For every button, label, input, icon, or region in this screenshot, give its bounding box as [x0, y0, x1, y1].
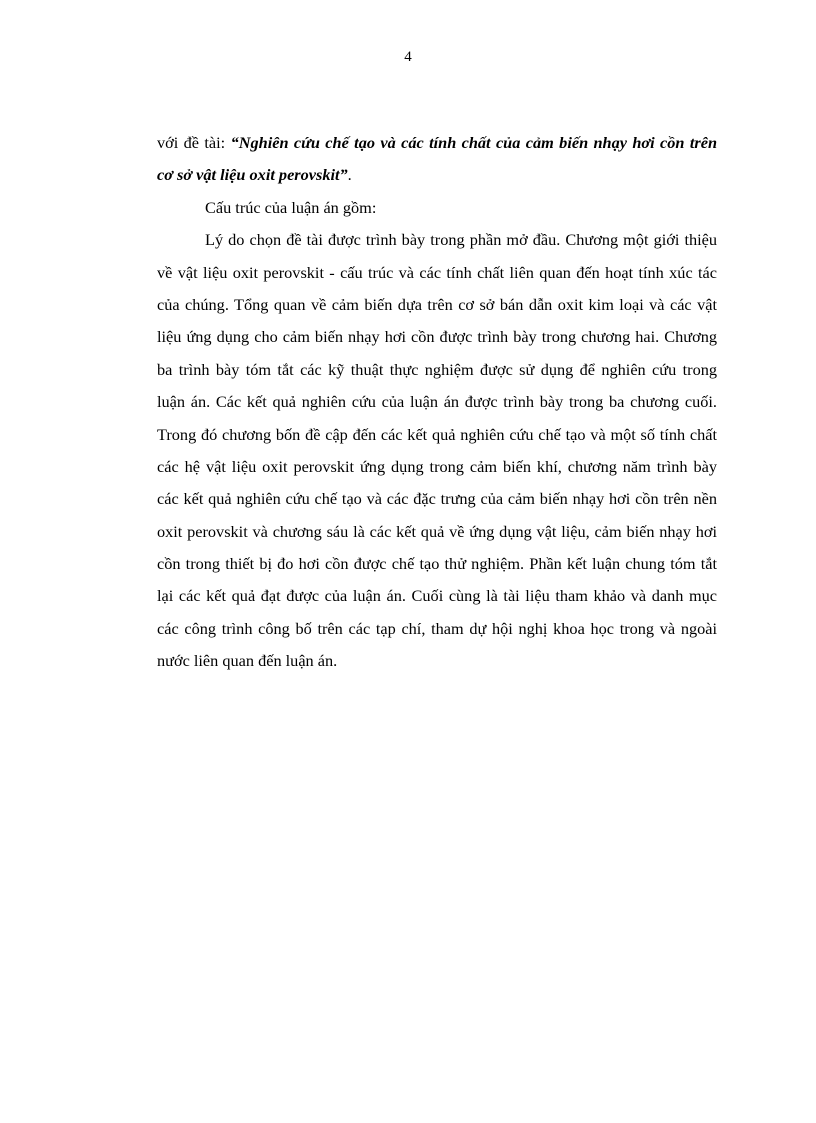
paragraph-line: nước liên quan đến luận án.	[157, 651, 338, 671]
intro-line-1	[157, 127, 717, 159]
intro-prefix: với đề tài:	[157, 133, 231, 152]
paragraph-line: các hệ vật liệu oxit perovskit ứng dụng trong cảm biến khí, chương năm trình bày	[157, 456, 717, 476]
paragraph-line: oxit perovskit và chương sáu là các kết quả về ứng dụng vật liệu, cảm biến nhạy hơi	[157, 521, 717, 541]
paragraph-line: lại các kết quả đạt được của luận án. Cuối cùng là tài liệu tham khảo và danh mục	[157, 586, 717, 606]
paragraph-line: về vật liệu oxit perovskit - cấu trúc và các tính chất liên quan đến hoạt tính xúc tác	[157, 262, 717, 282]
paragraph-line: các công trình công bố trên các tạp chí, tham dự hội nghị khoa học trong và ngoài	[157, 618, 717, 638]
page-number: 4	[404, 49, 412, 65]
paragraph-line: liệu ứng dụng cho cảm biến nhạy hơi cồn được trình bày trong chương hai. Chương	[157, 327, 717, 347]
paragraph-line: cồn trong thiết bị đo hơi cồn được chế tạo thử nghiệm. Phần kết luận chung tóm tắt	[157, 554, 717, 574]
document-body	[157, 127, 717, 678]
paragraph-line: Trong đó chương bốn đề cập đến các kết quả nghiên cứu chế tạo và một số tính chất	[157, 424, 717, 444]
intro-suffix: .	[347, 165, 352, 185]
intro-line-2	[157, 159, 717, 191]
paragraph-line: của chúng. Tổng quan về cảm biến dựa trên cơ sở bán dẫn oxit kim loại và các vật	[157, 294, 717, 314]
thesis-title-part-1: “Nghiên cứu chế tạo và các tính chất của cảm biến nhạy hơi cồn trên	[230, 133, 718, 152]
paragraph-line: luận án. Các kết quả nghiên cứu của luận án được trình bày trong ba chương cuối.	[157, 392, 717, 412]
paragraph-line: ba trình bày tóm tắt các kỹ thuật thực nghiệm được sử dụng để nghiên cứu trong	[157, 359, 717, 379]
thesis-title-part-2: cơ sở vật liệu oxit perovskit”	[157, 165, 348, 185]
paragraph-line: Lý do chọn đề tài được trình bày trong phần mở đầu. Chương một giới thiệu	[205, 230, 717, 250]
structure-heading: Cấu trúc của luận án gồm:	[205, 197, 377, 217]
paragraph-line: các kết quả nghiên cứu chế tạo và các đặc trưng của cảm biến nhạy hơi cồn trên nền	[157, 489, 717, 509]
